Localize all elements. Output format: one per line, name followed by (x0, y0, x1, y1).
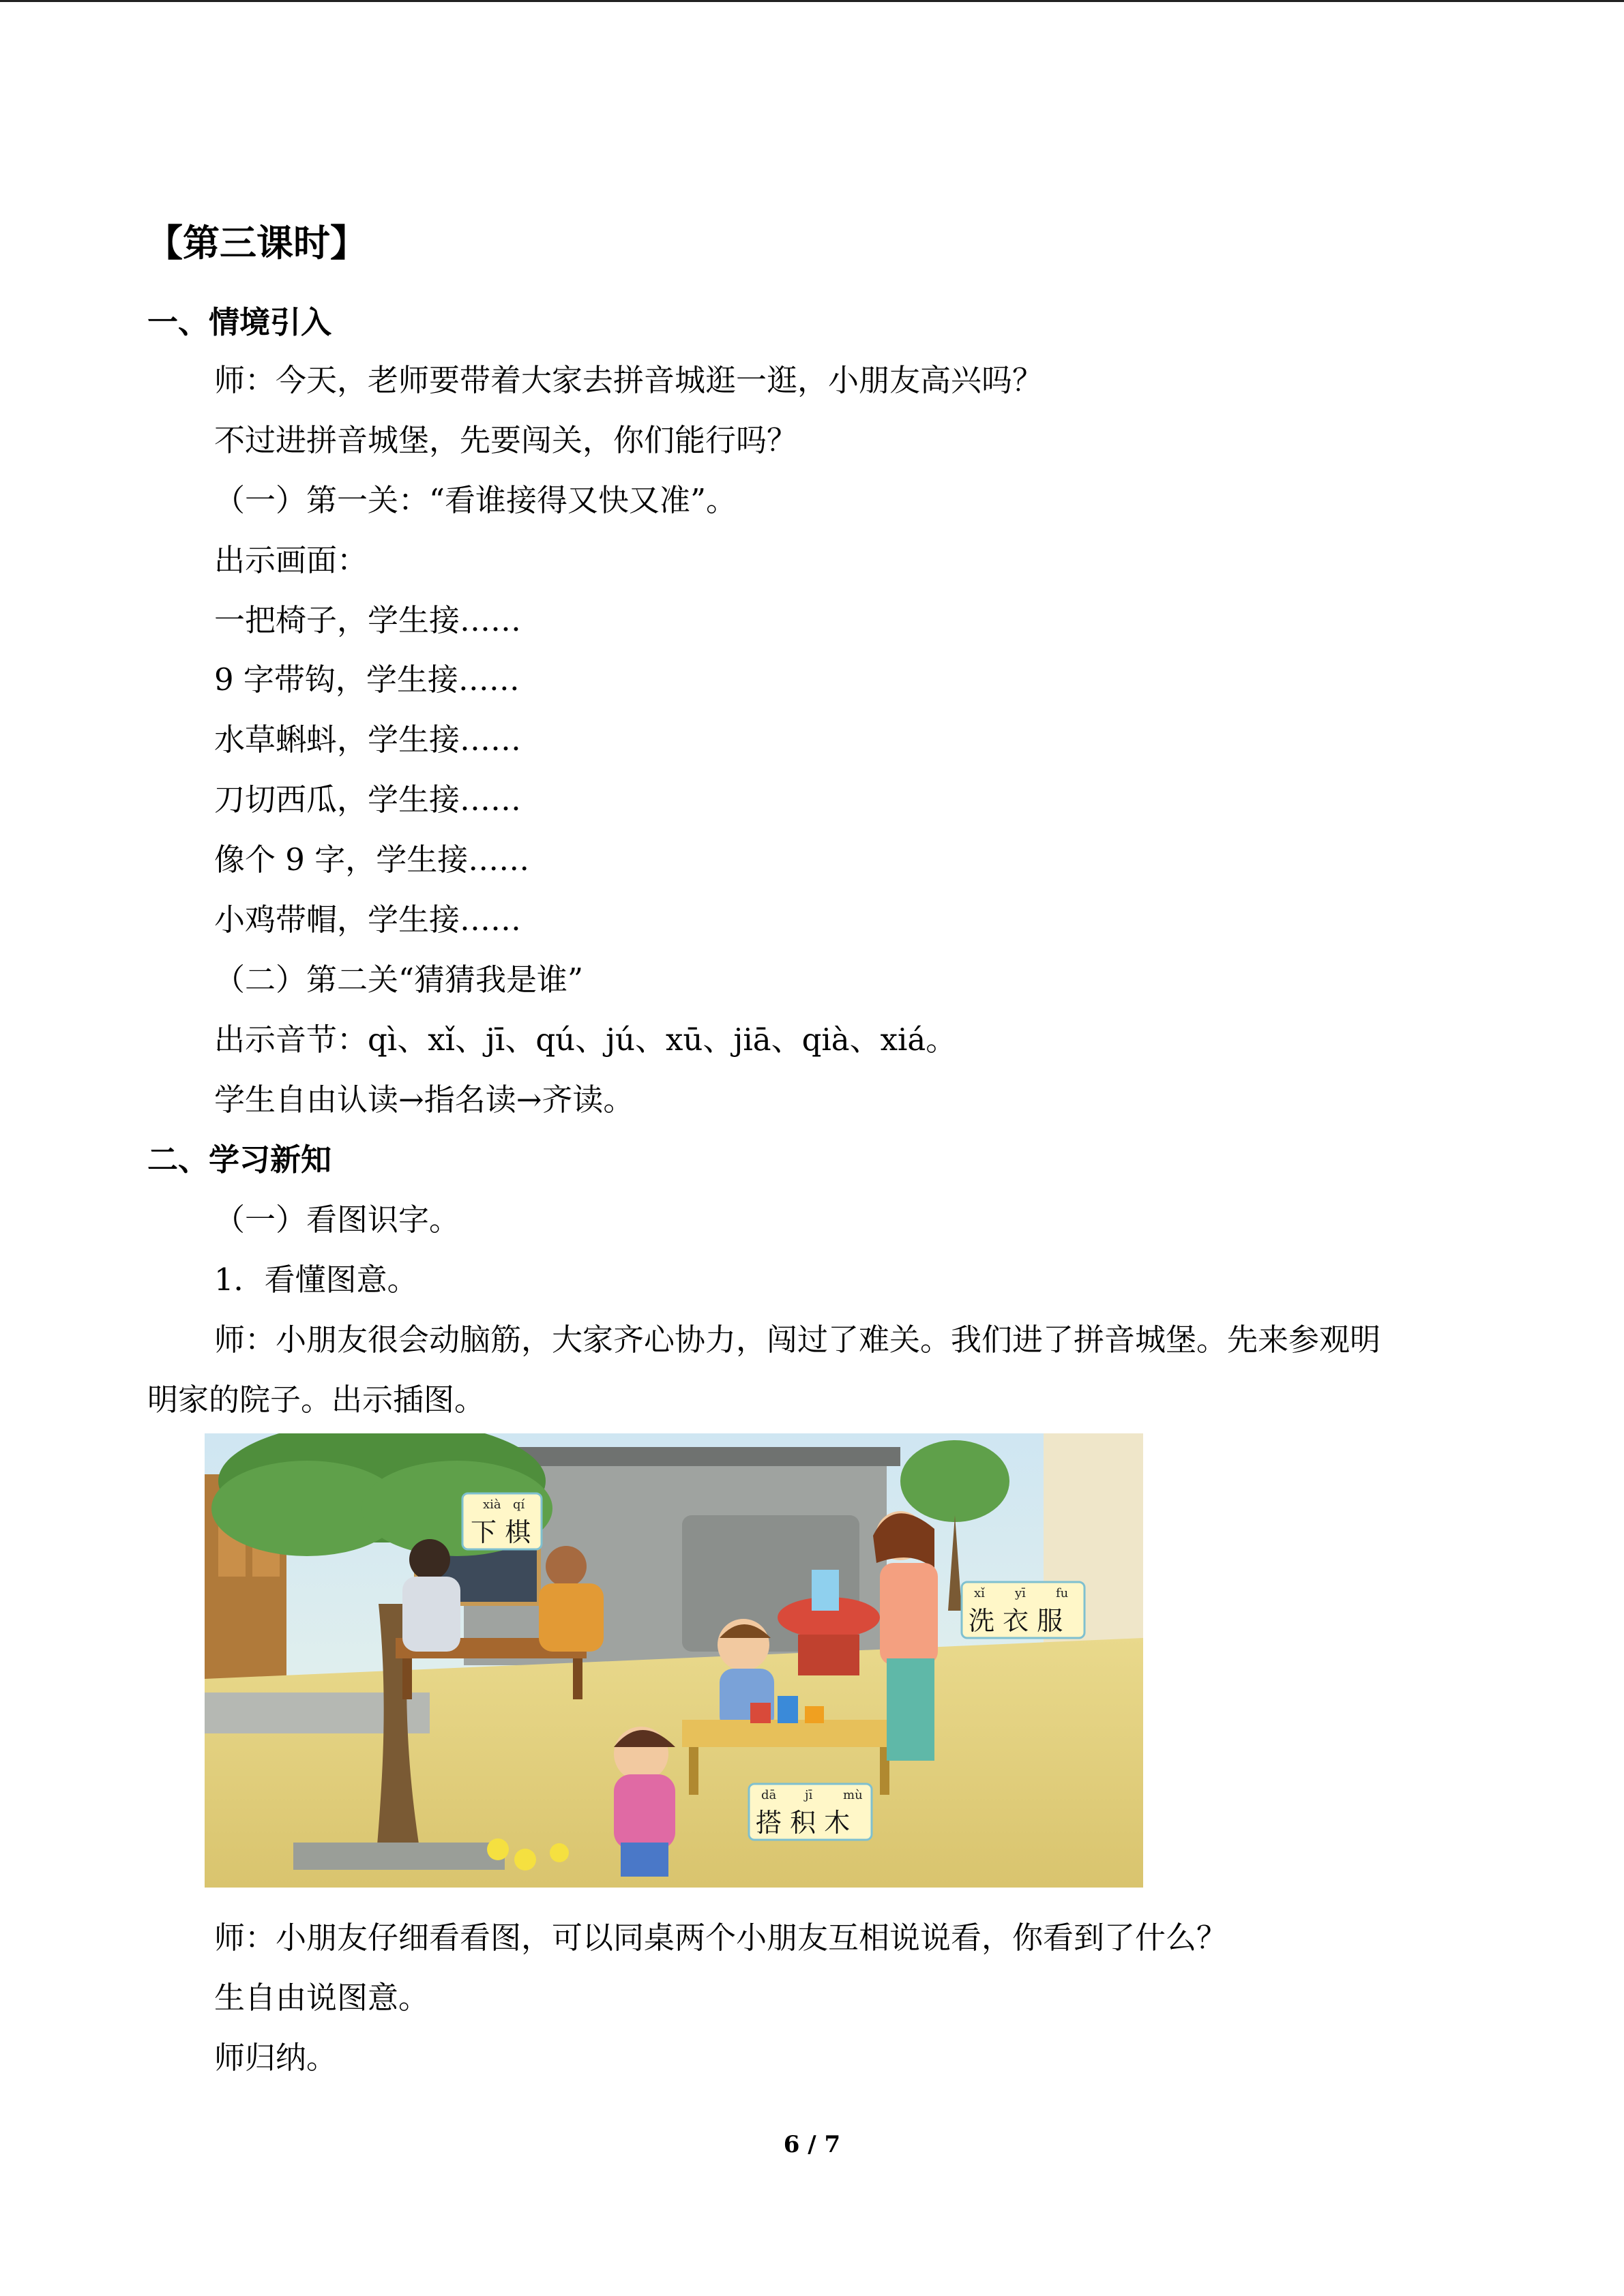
label-xiyifu (962, 1582, 1084, 1638)
text-line: 像个 9 字，学生接…… (214, 841, 530, 878)
label-xiaqi (462, 1493, 542, 1549)
text-line: 生自由说图意。 (214, 1980, 430, 2016)
pinyin-da: dā (761, 1788, 777, 1802)
text-line: 出示画面： (214, 542, 368, 578)
pinyin-xi: xǐ (974, 1586, 985, 1600)
text-line: 明家的院子。出示插图。 (147, 1382, 486, 1418)
top-rule (0, 0, 1624, 2)
courtyard-illustration (205, 1433, 1143, 1888)
pinyin-mu: mù (843, 1788, 863, 1802)
page-number: 6 / 7 (783, 2131, 841, 2158)
chars-xiyifu: 洗 衣 服 (969, 1606, 1063, 1636)
pinyin-yi: yī (1015, 1586, 1026, 1600)
text-line: 小鸡带帽，学生接…… (214, 901, 522, 938)
text-line: 学生自由认读→指名读→齐读。 (214, 1082, 634, 1118)
text-line: 不过进拼音城堡，先要闯关，你们能行吗？ (214, 422, 798, 458)
text-line: 1．看懂图意。 (214, 1262, 418, 1298)
text-line: 出示音节：qì、xǐ、jī、qú、jú、xū、jiā、qià、xiá。 (214, 1022, 957, 1058)
text-line: 师：小朋友仔细看看图，可以同桌两个小朋友互相说说看，你看到了什么？ (214, 1920, 1228, 1956)
text-line: 师：小朋友很会动脑筋，大家齐心协力，闯过了难关。我们进了拼音城堡。先来参观明 (214, 1322, 1381, 1358)
chars-dajimu: 搭 积 木 (756, 1808, 851, 1838)
section-heading-1: 一、情境引入 (147, 304, 332, 340)
text-line: （一）第一关：“看谁接得又快又准”。 (214, 482, 737, 518)
label-dajimu (749, 1784, 872, 1840)
lesson-title: 【第三课时】 (146, 222, 367, 265)
text-line: 9 字带钩，学生接…… (214, 661, 520, 698)
text-line: 师：今天，老师要带着大家去拼音城逛一逛，小朋友高兴吗？ (214, 362, 1044, 398)
chars-xiaqi: 下 棋 (471, 1517, 531, 1547)
pinyin-xia: xià (483, 1497, 501, 1512)
text-line: （二）第二关“猜猜我是谁” (214, 961, 584, 998)
text-line: 水草蝌蚪，学生接…… (214, 721, 522, 758)
pinyin-ji: jī (805, 1788, 813, 1802)
pinyin-fu: fu (1056, 1586, 1069, 1600)
section-heading-2: 二、学习新知 (147, 1142, 332, 1178)
text-line: 一把椅子，学生接…… (214, 602, 522, 638)
text-line: 师归纳。 (214, 2040, 338, 2076)
text-line: 刀切西瓜，学生接…… (214, 781, 522, 818)
pinyin-qi: qí (513, 1497, 525, 1512)
text-line: （一）看图识字。 (214, 1202, 460, 1238)
